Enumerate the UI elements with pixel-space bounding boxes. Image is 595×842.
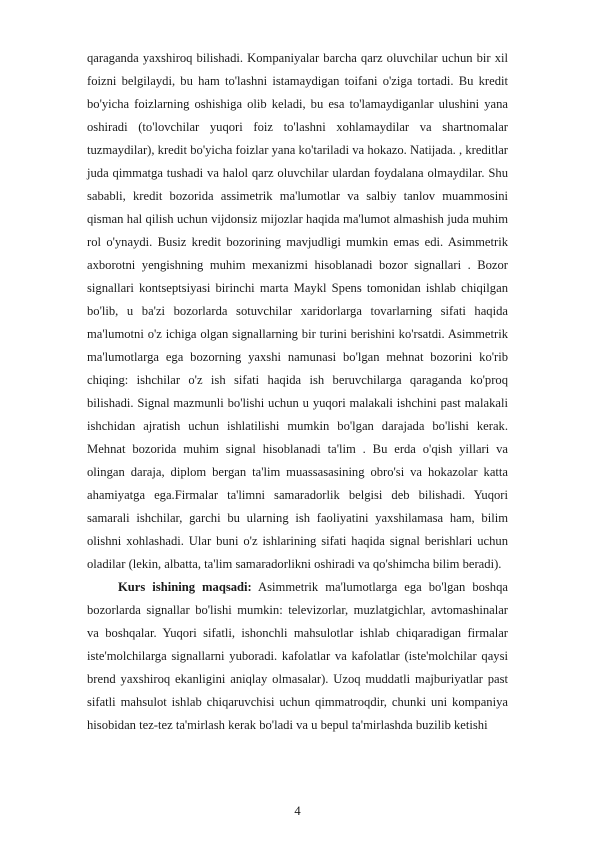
inline-heading: Kurs ishining maqsadi: [118, 580, 252, 594]
page-number: 4 [294, 804, 301, 818]
paragraph: qaraganda yaxshiroq bilishadi. Kompaniyalar barcha qarz oluvchilar uchun bir xil foizni belgilaydi, bu ham to'lashni istamaydigan toifani o'ziga tortadi. Bu kredit bo'yicha foizlarning oshishiga olib keladi, bu esa to'lamaydiganlar ulushini yana oshiradi (to'lovchilar yuqori foiz to'lashni xohlamaydilar va shartnomalar tuzmaydilar), kredit bo'yicha foizlar yana ko'tariladi va hokazo. Natijada. , kreditlar juda qimmatga tushadi va halol qarz oluvchilar ulardan foydalana olmaydilar. Shu sababli, kredit bozorida assimetrik ma'lumotlar va salbiy tanlov muammosini qisman hal qilish uchun vijdonsiz mijozlar haqida ma'lumot almashish juda muhim rol o'ynaydi. Busiz kredit bozorining mavjudligi mumkin emas edi. Asimmetrik axborotni yengishning muhim mexanizmi hisoblanadi bozor signallari . Bozor signallari kontseptsiyasi birinchi marta Maykl Spens tomonidan ishlab chiqilgan bo'lib, u ba'zi bozorlarda sotuvchilar xaridorlarga tovarlarning sifati haqida ma'lumotni o'z ichiga olgan signallarning bir turini berishini ko'rsatdi. Asimmetrik ma'lumotlarga ega bozorning yaxshi namunasi bo'lgan mehnat bozorini ko'rib chiqing: ishchilar o'z ish sifati haqida ish beruvchilarga qaraganda ko'proq bilishadi. Signal mazmunli bo'lishi uchun u yuqori malakali ishchini past malakali ishchidan ajratish uchun ishlatilishi mumkin bo'lgan darajada bo'lishi kerak. Mehnat bozorida muhim signal hisoblanadi ta'lim . Bu erda o'qish yillari va olingan daraja, diplom bergan ta'lim muassasasining obro'si va hokazolar katta ahamiyatga ega.Firmalar ta'limni samaradorlik belgisi deb bilishadi. Yuqori samarali ishchilar, garchi bu ularning ish faoliyatini yaxshilamasa ham, bilim olishni xohlashadi. Ular buni o'z ishlarining sifati haqida signal berishlari uchun oladilar (lekin, albatta, ta'lim samaradorlikni oshiradi va qo'shimcha bilim beradi). [87, 51, 508, 571]
paragraph-body: Asimmetrik ma'lumotlarga ega bo'lgan boshqa bozorlarda signallar bo'lishi mumkin: televizorlar, muzlatgichlar, avtomashinalar va boshqalar. Yuqori sifatli, ishonchli mahsulotlar ishlab chiqaradigan firmalar iste'molchilarga signallarni yuboradi. kafolatlar va kafolatlar (iste'molchilar qaysi brend yaxshiroq ekanligini aniqlay olmasalar). Uzoq muddatli majburiyatlar past sifatli mahsulot ishlab chiqaruvchisi uchun qimmatroqdir, chunki uni kompaniya hisobidan tez-tez ta'mirlash kerak bo'ladi va u bepul ta'mirlashda buzilib ketishi [87, 580, 508, 732]
paragraph-with-heading [87, 576, 508, 737]
body-text [87, 47, 508, 737]
